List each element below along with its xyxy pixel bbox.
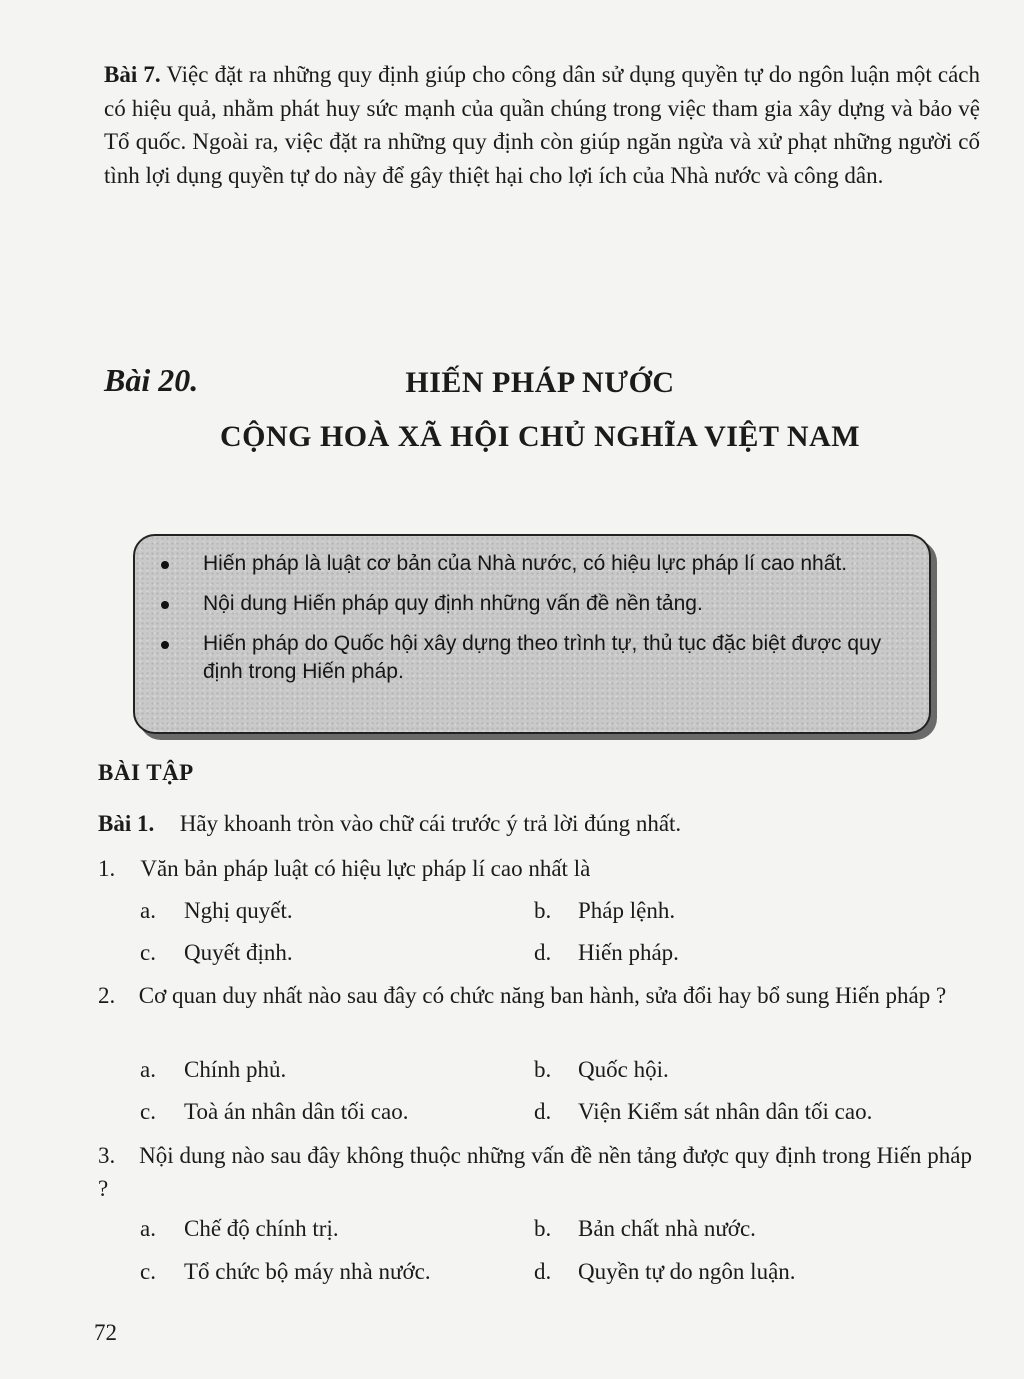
lesson-title-line-2: CỘNG HOÀ XÃ HỘI CHỦ NGHĨA VIỆT NAM — [219, 420, 861, 453]
summary-list — [135, 536, 929, 686]
question-text: Văn bản pháp luật có hiệu lực pháp lí cao nhất là — [140, 856, 591, 881]
summary-item — [203, 550, 909, 578]
answer-option[interactable] — [140, 1214, 339, 1244]
option-text: Quyết định. — [184, 940, 293, 965]
option-letter: b. — [534, 898, 552, 923]
answer-option[interactable] — [140, 1257, 431, 1287]
exercise-7-text: Việc đặt ra những quy định giúp cho công dân sử dụng quyền tự do ngôn luận một cách có hiệu quả, nhằm phát huy sức mạnh của quần chúng trong việc tham gia xây dựng và bảo vệ Tổ quốc. Ngoài ra, việc đặt ra những quy định còn giúp ngăn ngừa và xử phạt những người cố tình lợi dụng quyền tự do này để gây thiệt hại cho lợi ích của Nhà nước và công dân. — [104, 62, 981, 188]
option-letter: d. — [534, 1099, 552, 1124]
answer-option[interactable] — [534, 1257, 796, 1287]
option-text: Chế độ chính trị. — [184, 1216, 339, 1241]
summary-item — [203, 630, 909, 686]
exercises-heading: BÀI TẬP — [98, 760, 194, 785]
option-letter: d. — [534, 1259, 552, 1284]
option-text: Chính phủ. — [184, 1057, 287, 1082]
option-letter: d. — [534, 940, 552, 965]
lesson-title-line-1: HIẾN PHÁP NƯỚC — [405, 366, 675, 399]
question-text: Cơ quan duy nhất nào sau đây có chức năng ban hành, sửa đổi hay bổ sung Hiến pháp ? — [138, 983, 947, 1008]
exercise-7-label: Bài 7. — [104, 62, 161, 87]
answer-option[interactable] — [534, 896, 675, 926]
summary-box — [133, 534, 931, 734]
option-letter: b. — [534, 1216, 552, 1241]
option-text: Pháp lệnh. — [578, 898, 676, 923]
option-text: Quyền tự do ngôn luận. — [578, 1259, 796, 1284]
answer-option[interactable] — [534, 1097, 872, 1127]
summary-item — [203, 590, 909, 618]
summary-item-text: Hiến pháp là luật cơ bản của Nhà nước, có hiệu lực pháp lí cao nhất. — [203, 552, 848, 575]
bullet-icon — [161, 641, 169, 649]
answer-option[interactable] — [140, 896, 293, 926]
option-letter: c. — [140, 1099, 156, 1124]
option-letter: a. — [140, 898, 156, 923]
summary-item-text: Hiến pháp do Quốc hội xây dựng theo trình tự, thủ tục đặc biệt được quy định trong Hiến pháp. — [203, 632, 882, 683]
option-letter: a. — [140, 1216, 156, 1241]
answer-option[interactable] — [140, 1097, 408, 1127]
question-3 — [98, 1139, 972, 1205]
option-text: Viện Kiểm sát nhân dân tối cao. — [578, 1099, 873, 1124]
option-text: Toà án nhân dân tối cao. — [184, 1099, 409, 1124]
exercise-1-label: Bài 1. — [98, 811, 155, 836]
answer-option[interactable] — [140, 1055, 286, 1085]
exercise-7-answer — [104, 58, 980, 192]
question-number: 1. — [98, 856, 116, 881]
exercise-1-instruction — [98, 806, 978, 842]
question-number: 2. — [98, 983, 116, 1008]
answer-option[interactable] — [534, 938, 679, 968]
bullet-icon — [161, 561, 169, 569]
page-number: 72 — [94, 1320, 117, 1345]
option-letter: a. — [140, 1057, 156, 1082]
answer-option[interactable] — [534, 1055, 669, 1085]
option-letter: c. — [140, 1259, 156, 1284]
answer-option[interactable] — [534, 1214, 756, 1244]
option-text: Tổ chức bộ máy nhà nước. — [184, 1259, 431, 1284]
question-text: Nội dung nào sau đây không thuộc những vấn đề nền tảng được quy định trong Hiến pháp ? — [98, 1143, 973, 1201]
answer-option[interactable] — [140, 938, 293, 968]
option-text: Quốc hội. — [578, 1057, 669, 1082]
question-2 — [98, 979, 972, 1012]
option-text: Hiến pháp. — [578, 940, 679, 965]
bullet-icon — [161, 601, 169, 609]
question-number: 3. — [98, 1143, 116, 1168]
exercise-1-text: Hãy khoanh tròn vào chữ cái trước ý trả lời đúng nhất. — [179, 811, 682, 836]
question-1 — [98, 852, 972, 885]
option-text: Bản chất nhà nước. — [578, 1216, 756, 1241]
option-letter: c. — [140, 940, 156, 965]
lesson-number: Bài 20. — [104, 362, 199, 398]
summary-item-text: Nội dung Hiến pháp quy định những vấn đề nền tảng. — [203, 592, 703, 615]
option-text: Nghị quyết. — [184, 898, 293, 923]
option-letter: b. — [534, 1057, 552, 1082]
